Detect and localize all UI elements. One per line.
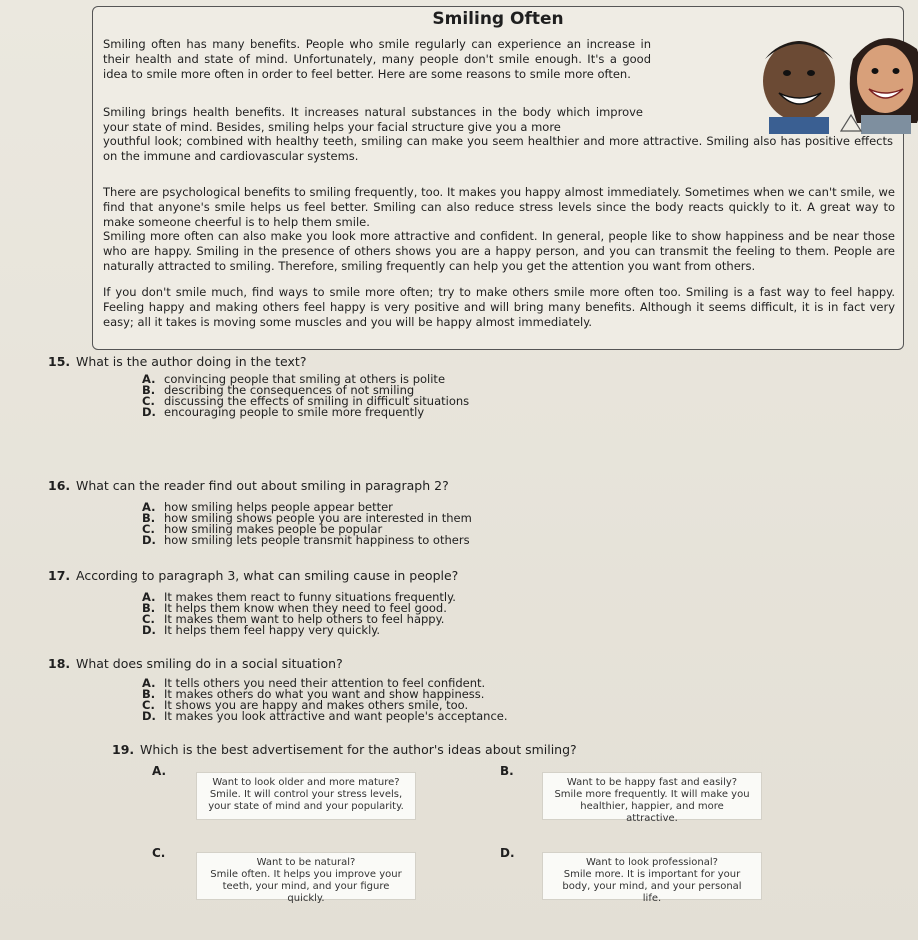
ad-option-d[interactable]	[542, 852, 762, 904]
option-a[interactable]: A. how smiling helps people appear better	[142, 500, 393, 514]
question-number: 17.	[48, 568, 71, 583]
option-c[interactable]: C. how smiling makes people be popular	[142, 522, 383, 536]
question-number: 16.	[48, 478, 71, 493]
option-b[interactable]: B. how smiling shows people you are interested in them	[142, 511, 472, 525]
option-d[interactable]: D. encouraging people to smile more frequently	[142, 405, 425, 419]
option-a[interactable]: A. It tells others you need their attention to feel confident.	[142, 676, 486, 690]
ad-headline: Want to look professional?	[586, 857, 718, 868]
ad-headline: Want to be natural?	[256, 857, 356, 868]
paragraph-1: Smiling often has many benefits. People who smile regularly can experience an increase in their health and state of mind. Unfortunately, many people don't smile enough. It's a good idea to smile more often in order to feel better. Here are some reasons to smile more often.	[103, 37, 651, 81]
question-text: What can the reader find out about smiling in paragraph 2?	[75, 478, 449, 493]
option-c[interactable]: C. It makes them want to help others to feel happy.	[142, 612, 445, 626]
ad-option-a[interactable]	[196, 772, 416, 820]
ad-headline: Want to be happy fast and easily?	[566, 777, 738, 788]
ad-option-c[interactable]	[196, 852, 416, 904]
question-number: 15.	[48, 354, 71, 369]
option-b[interactable]: B. describing the consequences of not smiling	[142, 383, 415, 397]
ad-body: Smile often. It helps you improve your teeth, your mind, and your figure quickly.	[210, 869, 402, 904]
question-number: 18.	[48, 656, 71, 671]
option-b[interactable]: B. It helps them know when they need to feel good.	[142, 601, 447, 615]
paragraph-2a: Smiling brings health benefits. It increases natural substances in the body which improve your state of mind. Besides, smiling helps your facial structure give you a more	[103, 105, 643, 134]
ad-body: Smile. It will control your stress levels, your state of mind and your popularity.	[208, 789, 404, 812]
woman-face	[857, 45, 913, 113]
question-18	[48, 656, 343, 671]
question-text: What is the author doing in the text?	[75, 354, 307, 369]
question-17	[48, 568, 458, 583]
option-a[interactable]: A. It makes them react to funny situations frequently.	[142, 590, 456, 604]
question-number: 19.	[112, 742, 135, 757]
ad-body: Smile more. It is important for your body, your mind, and your personal life.	[562, 869, 742, 904]
option-b[interactable]: B. It makes others do what you want and show happiness.	[142, 687, 485, 701]
paragraph-4: Smiling more often can also make you look more attractive and confident. In general, people like to show happiness and be near those who are happy. Smiling in the presence of others shows you are a happy person, and you can transmit the feeling to them. People are naturally attracted to smiling. Therefore, smiling frequently can help you get the attention you want from others.	[103, 229, 895, 273]
ad-body: Smile more frequently. It will make you healthier, happier, and more attractive.	[554, 789, 750, 824]
ad-a-letter: A.	[152, 764, 167, 778]
option-d[interactable]: D. It makes you look attractive and want people's acceptance.	[142, 709, 508, 723]
question-text: What does smiling do in a social situation?	[75, 656, 343, 671]
ad-c-letter: C.	[152, 846, 166, 860]
ad-d-letter: D.	[500, 846, 515, 860]
ad-headline: Want to look older and more mature?	[212, 777, 400, 788]
options-18	[142, 678, 508, 722]
options-16	[142, 502, 472, 546]
question-15	[48, 354, 306, 369]
woman-shirt	[861, 115, 911, 134]
paragraph-5: If you don't smile much, find ways to smile more often; try to make others smile more often too. Smiling is a fast way to feel happy. Feeling happy and making others feel happy is very positive and will bring many benefits. Although it seems difficult, it is in fact very easy; all it takes is moving some muscles and you will be happy almost immediately.	[103, 285, 895, 329]
reading-box	[92, 6, 904, 350]
option-d[interactable]: D. how smiling lets people transmit happiness to others	[142, 533, 470, 547]
option-a[interactable]: A. convincing people that smiling at others is polite	[142, 372, 446, 386]
option-d[interactable]: D. It helps them feel happy very quickly.	[142, 623, 381, 637]
man-face	[763, 41, 835, 121]
smiling-faces-illustration	[741, 19, 918, 134]
options-15	[142, 374, 469, 418]
paragraph-2b: youthful look; combined with healthy teeth, smiling can make you seem healthier and more attractive. Smiling also has positive effects on the immune and cardiovascular systems.	[103, 134, 893, 163]
option-c[interactable]: C. discussing the effects of smiling in difficult situations	[142, 394, 470, 408]
paragraph-3: There are psychological benefits to smiling frequently, too. It makes you happy almost immediately. Sometimes when we can't smile, we find that anyone's smile helps us feel better. Smiling can also reduce stress levels since the body reacts quickly to it. A great way to make someone cheerful is to help them smile.	[103, 185, 895, 229]
question-text: According to paragraph 3, what can smiling cause in people?	[75, 568, 459, 583]
ad-option-b[interactable]	[542, 772, 762, 824]
question-text: Which is the best advertisement for the author's ideas about smiling?	[139, 742, 577, 757]
question-16	[48, 478, 449, 493]
options-17	[142, 592, 456, 636]
option-c[interactable]: C. It shows you are happy and makes others smile, too.	[142, 698, 469, 712]
ad-b-letter: B.	[500, 764, 514, 778]
man-shirt	[769, 117, 829, 134]
reading-title: Smiling Often	[432, 9, 564, 29]
question-19	[112, 742, 577, 757]
